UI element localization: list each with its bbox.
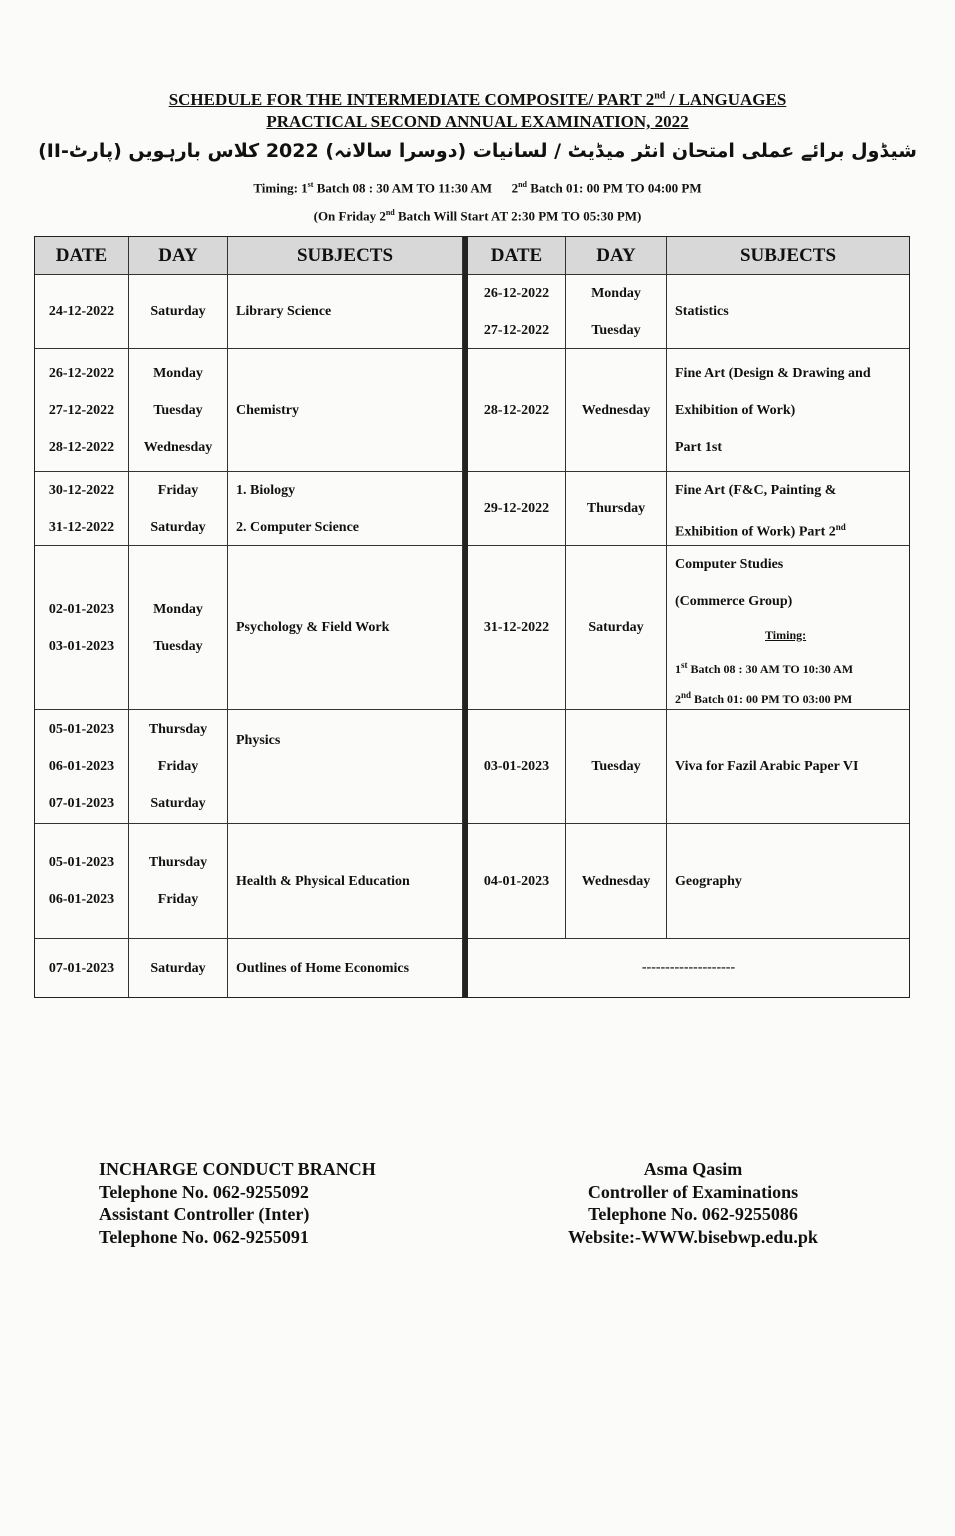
assistant-telephone: Telephone No. 062-9255091 [99, 1226, 309, 1247]
controller-title: Controller of Examinations [587, 1181, 799, 1202]
schedule-title-line1: SCHEDULE FOR THE INTERMEDIATE COMPOSITE/ PART 2nd / LANGUAGES [168, 90, 787, 109]
assistant-controller: Assistant Controller (Inter) [99, 1204, 310, 1224]
right-row2-day: Wednesday [566, 349, 667, 472]
computer-studies-timing-label: Timing: [765, 627, 807, 642]
computer-studies-batch2: 2nd Batch 01: 00 PM TO 03:00 PM [675, 689, 853, 706]
left-row7-date: 07-01-2023 [35, 939, 129, 997]
left-row6-subject: Health & Physical Education [228, 824, 463, 939]
schedule-table [34, 236, 910, 998]
controller-telephone: Telephone No. 062-9255086 [588, 1204, 798, 1224]
right-row5-subject: Viva for Fazil Arabic Paper VI [667, 710, 909, 824]
right-row5-day: Tuesday [566, 710, 667, 824]
right-row3-day: Thursday [566, 472, 667, 546]
urdu-title: شیڈول برائے عملی امتحان انٹر میڈیٹ / لسانیات (دوسرا سالانہ) 2022 کلاس بارہویں (پارٹ-II) [38, 140, 917, 162]
header-date-right: DATE [468, 237, 566, 275]
left-row2-date: 26-12-2022 27-12-2022 28-12-2022 [35, 349, 129, 472]
right-row4-day: Saturday [566, 546, 667, 710]
timing-line: Timing: 1st Batch 08 : 30 AM TO 11:30 AM 2nd Batch 01: 00 PM TO 04:00 PM [253, 180, 702, 196]
left-row2-subject: Chemistry [228, 349, 463, 472]
header-day-right: DAY [566, 237, 667, 275]
incharge-heading: INCHARGE CONDUCT BRANCH [99, 1159, 376, 1179]
left-row5-subject: Physics [228, 710, 463, 824]
right-row4-date: 31-12-2022 [468, 546, 566, 710]
right-row6-date: 04-01-2023 [468, 824, 566, 939]
right-row6-subject: Geography [667, 824, 909, 939]
right-row3-subject: Fine Art (F&C, Painting & Exhibition of Work) Part 2nd [667, 472, 909, 546]
right-row5-date: 03-01-2023 [468, 710, 566, 824]
left-row1-subject: Library Science [228, 275, 463, 349]
left-row4-day: Monday Tuesday [129, 546, 228, 710]
left-row4-date: 02-01-2023 03-01-2023 [35, 546, 129, 710]
right-row7-placeholder: -------------------- [641, 960, 736, 975]
right-row3-date: 29-12-2022 [468, 472, 566, 546]
left-row3-date: 30-12-2022 31-12-2022 [35, 472, 129, 546]
left-row7-day: Saturday [129, 939, 228, 997]
left-row7-subject: Outlines of Home Economics [228, 939, 463, 997]
controller-name: Asma Qasim [643, 1159, 743, 1179]
left-row1-day: Saturday [129, 275, 228, 349]
right-row4-subject: Computer Studies (Commerce Group) Timing: 1st Batch 08 : 30 AM TO 10:30 AM 2nd Batch 01: 00 PM TO 03:00 PM [667, 546, 909, 710]
schedule-title-line2: PRACTICAL SECOND ANNUAL EXAMINATION, 2022 [266, 112, 689, 131]
header-day-left: DAY [129, 237, 228, 275]
left-row6-day: Thursday Friday [129, 824, 228, 939]
left-row5-date: 05-01-2023 06-01-2023 07-01-2023 [35, 710, 129, 824]
friday-note: (On Friday 2nd Batch Will Start AT 2:30 PM TO 05:30 PM) [313, 208, 642, 224]
computer-studies-batch1: 1st Batch 08 : 30 AM TO 10:30 AM [675, 659, 854, 676]
right-row2-subject: Fine Art (Design & Drawing and Exhibition of Work) Part 1st [667, 349, 909, 472]
right-row1-date: 26-12-2022 27-12-2022 [468, 275, 566, 349]
left-row3-subject: 1. Biology 2. Computer Science [228, 472, 463, 546]
left-row6-date: 05-01-2023 06-01-2023 [35, 824, 129, 939]
left-row1-date: 24-12-2022 [35, 275, 129, 349]
right-row6-day: Wednesday [566, 824, 667, 939]
incharge-telephone: Telephone No. 062-9255092 [99, 1181, 309, 1202]
right-row1-day: Monday Tuesday [566, 275, 667, 349]
website-link[interactable]: Website:-WWW.bisebwp.edu.pk [568, 1226, 818, 1247]
right-row2-date: 28-12-2022 [468, 349, 566, 472]
header-subjects-left: SUBJECTS [228, 237, 463, 275]
footer-right-block [558, 1158, 828, 1248]
header-subjects-right: SUBJECTS [667, 237, 909, 275]
left-row4-subject: Psychology & Field Work [228, 546, 463, 710]
left-row2-day: Monday Tuesday Wednesday [129, 349, 228, 472]
header-date-left: DATE [35, 237, 129, 275]
left-row3-day: Friday Saturday [129, 472, 228, 546]
left-row5-day: Thursday Friday Saturday [129, 710, 228, 824]
footer-left-block [99, 1158, 376, 1248]
right-row1-subject: Statistics [667, 275, 909, 349]
